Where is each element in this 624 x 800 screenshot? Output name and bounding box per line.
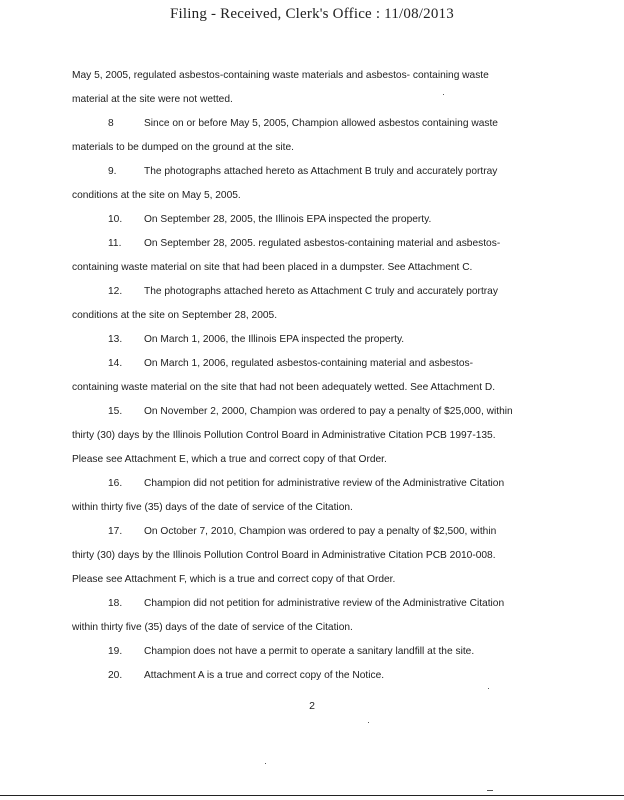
paragraph-number: 9. [108,166,117,177]
page-number: 2 [309,700,315,712]
paragraph-15 [72,400,552,424]
paragraph-14 [72,352,552,376]
paragraph-17 [72,520,552,544]
paragraph-number: 17. [108,526,123,537]
paragraph-19 [72,640,552,664]
paragraph-line: On September 28, 2005. regulated asbestos-containing material and asbestos- [144,238,501,249]
paragraph-line: containing waste material on the site that had not been adequately wetted. See Attachment D. [72,382,496,393]
paragraph-10 [72,208,552,232]
paragraph-9 [72,160,552,184]
scan-speck [265,763,266,764]
lead-in-line: May 5, 2005, regulated asbestos-containing waste materials and asbestos- containing waste [72,70,489,81]
paragraph-line: Please see Attachment E, which a true and correct copy of that Order. [72,454,387,465]
paragraph-line: conditions at the site on May 5, 2005. [72,190,241,201]
paragraph-16 [72,472,552,496]
paragraph-line: The photographs attached hereto as Attachment C truly and accurately portray [144,286,498,297]
scan-speck [368,722,369,723]
paragraph-line: On October 7, 2010, Champion was ordered to pay a penalty of $2,500, within [144,526,497,537]
paragraph-line: Please see Attachment F, which is a true and correct copy of that Order. [72,574,396,585]
paragraph-line: conditions at the site on September 28, 2005. [72,310,278,321]
paragraph-number: 13. [108,334,123,345]
paragraph-12 [72,280,552,304]
paragraph-line: materials to be dumped on the ground at the site. [72,142,295,153]
paragraph-line: thirty (30) days by the Illinois Pollution Control Board in Administrative Citation PCB 2010-008. [72,550,496,561]
paragraph-number: 15. [108,406,123,417]
paragraph-number: 18. [108,598,123,609]
paragraph-20 [72,664,552,688]
paragraph-11 [72,232,552,256]
paragraph-line: within thirty five (35) days of the date of service of the Citation. [72,502,353,513]
paragraph-13 [72,328,552,352]
filing-stamp: Filing - Received, Clerk's Office : 11/08/2013 [170,6,454,22]
paragraph-18 [72,592,552,616]
paragraph-line: Champion did not petition for administrative review of the Administrative Citation [144,478,505,489]
paragraph-line: thirty (30) days by the Illinois Pollution Control Board in Administrative Citation PCB 1997-135. [72,430,496,441]
paragraph-8 [72,112,552,136]
paragraph-line: Champion does not have a permit to operate a sanitary landfill at the site. [144,646,475,657]
scan-speck [488,688,489,689]
paragraph-number: 11. [108,238,122,249]
paragraph-line: The photographs attached hereto as Attachment B truly and accurately portray [144,166,498,177]
paragraph-line: Champion did not petition for administrative review of the Administrative Citation [144,598,505,609]
paragraph-number: 19. [108,646,123,657]
paragraph-line: On September 28, 2005, the Illinois EPA inspected the property. [144,214,432,225]
paragraph-line: On March 1, 2006, the Illinois EPA inspected the property. [144,334,405,345]
scan-speck [487,790,493,791]
paragraph-line: Since on or before May 5, 2005, Champion allowed asbestos containing waste [144,118,498,129]
paragraph-number: 8 [108,118,114,129]
paragraph-line: On November 2, 2000, Champion was ordered to pay a penalty of $25,000, within [144,406,513,417]
paragraph-line: containing waste material on site that had been placed in a dumpster. See Attachment C. [72,262,473,273]
scan-speck [443,94,444,95]
paragraph-number: 10. [108,214,123,225]
paragraph-line: On March 1, 2006, regulated asbestos-containing material and asbestos- [144,358,474,369]
paragraph-line: Attachment A is a true and correct copy of the Notice. [144,670,385,681]
bottom-rule [0,795,624,796]
document-body [72,64,552,688]
paragraph-number: 20. [108,670,123,681]
paragraph-number: 12. [108,286,123,297]
paragraph-number: 14. [108,358,123,369]
paragraph-line: within thirty five (35) days of the date of service of the Citation. [72,622,353,633]
lead-in-line: material at the site were not wetted. [72,94,233,105]
paragraph-number: 16. [108,478,123,489]
